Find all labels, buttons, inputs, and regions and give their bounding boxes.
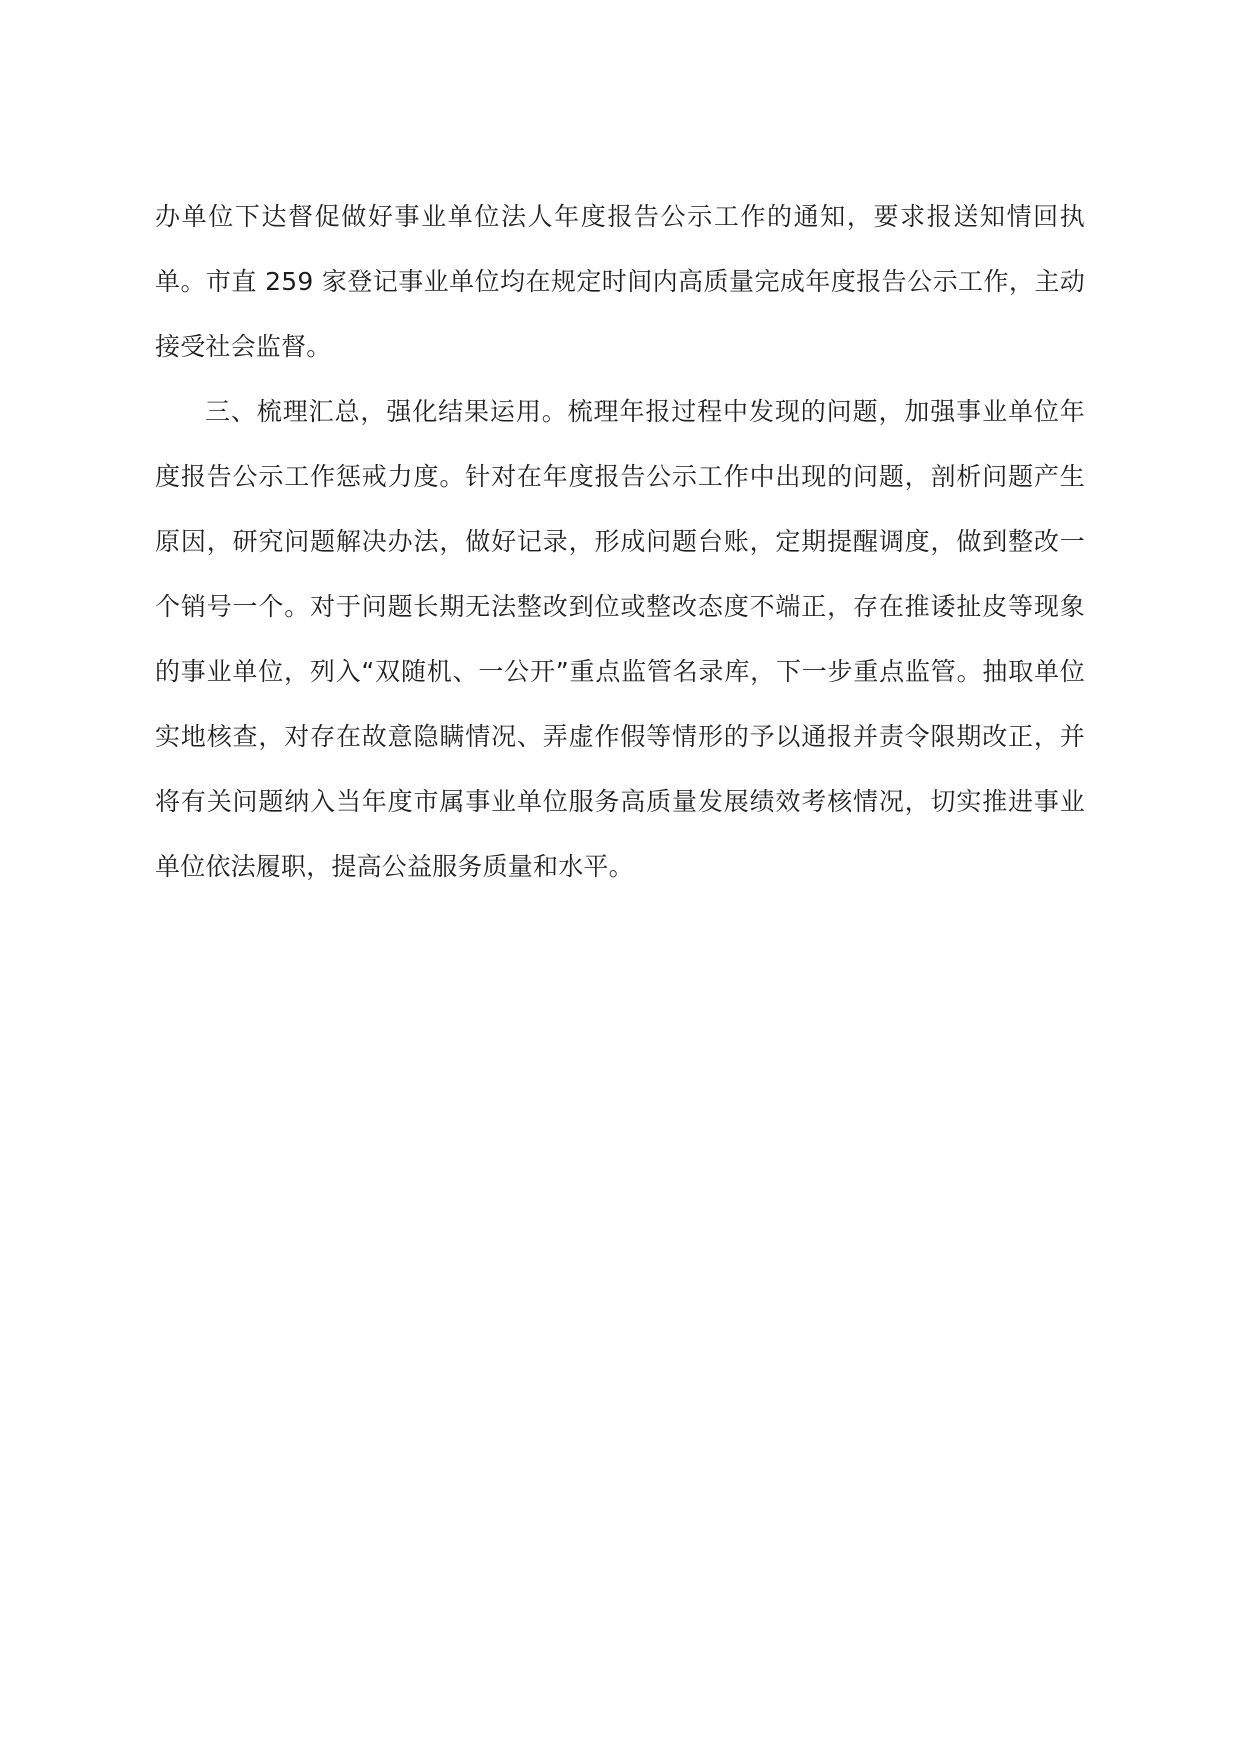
paragraph-continuation: 办单位下达督促做好事业单位法人年度报告公示工作的通知，要求报送知情回执单。市直 259 家登记事业单位均在规定时间内高质量完成年度报告公示工作，主动接受社会监督。 xyxy=(155,202,1085,361)
paragraph-section-three: 三、梳理汇总，强化结果运用。梳理年报过程中发现的问题，加强事业单位年度报告公示工作惩戒力度。针对在年度报告公示工作中出现的问题，剖析问题产生原因，研究问题解决办法，做好记录，形成问题台账，定期提醒调度，做到整改一个销号一个。对于问题长期无法整改到位或整改态度不端正，存在推诿扯皮等现象的事业单位，列入“双随机、一公开”重点监管名录库，下一步重点监管。抽取单位实地核查，对存在故意隐瞒情况、弄虚作假等情形的予以通报并责令限期改正，并将有关问题纳入当年度市属事业单位服务高质量发展绩效考核情况，切实推进事业单位依法履职，提高公益服务质量和水平。 xyxy=(155,397,1085,881)
document-body xyxy=(155,184,1085,899)
